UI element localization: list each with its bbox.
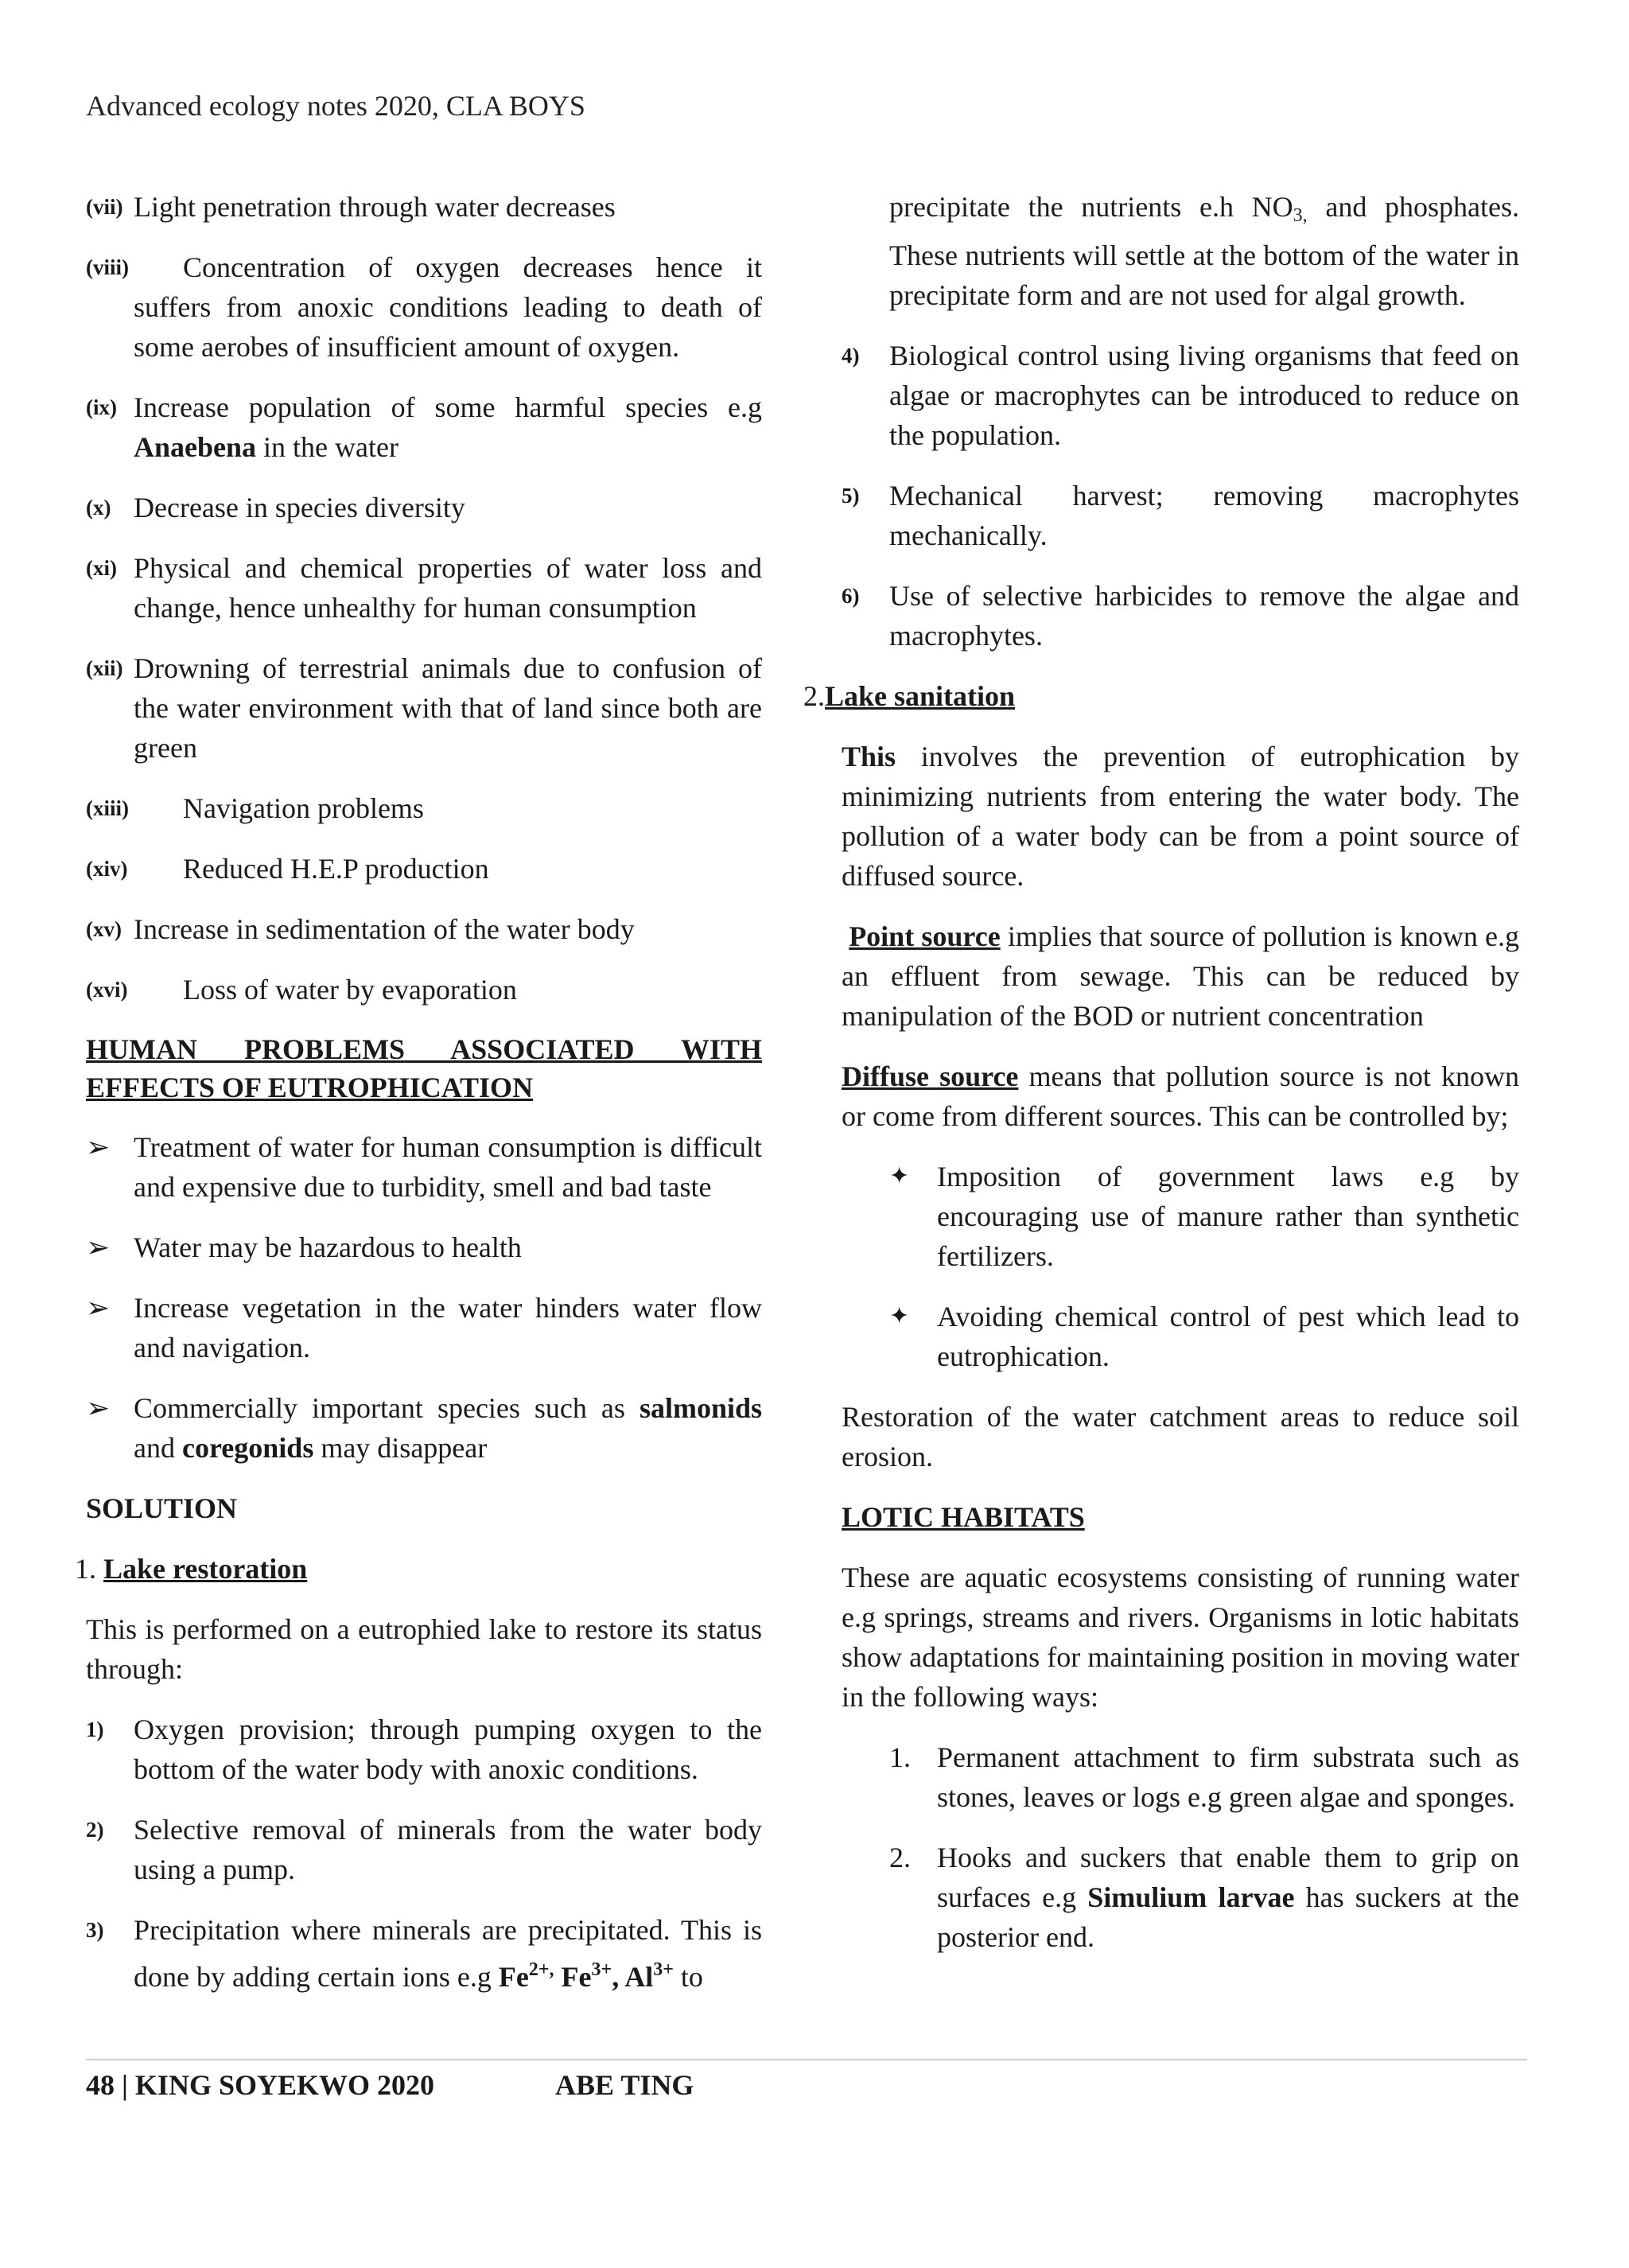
- arrow-bullet-icon: ➢: [86, 1231, 111, 1263]
- step-text: [134, 1910, 762, 1997]
- human-problem-text: Water may be hazardous to health: [134, 1231, 522, 1263]
- effect-item-ix: [86, 387, 762, 467]
- text-part: implies that source of pollution is known e.g an effluent from sewage. This can be reduced by manipulation of the BOD or nutrient concentration: [842, 920, 1520, 1032]
- arrow-bullet-icon: ➢: [86, 1392, 111, 1424]
- effect-text: Concentration of oxygen decreases hence it suffers from anoxic conditions leading to death of some aerobes of insufficient amount of oxygen.: [134, 251, 762, 363]
- ion-formula: Fe: [561, 1961, 592, 1993]
- left-column: [75, 187, 762, 2017]
- effect-text: Drowning of terrestrial animals due to confusion of the water environment with that of land since both are green: [134, 652, 762, 764]
- step-marker: 2): [86, 1818, 104, 1842]
- effect-item-xii: [86, 648, 762, 768]
- lotic-intro: These are aquatic ecosystems consisting of running water e.g springs, streams and rivers. Organisms in lotic habitats show adaptations for maintaining position in moving water in the following ways:: [842, 1562, 1519, 1713]
- ion-charge: 3+: [653, 1959, 674, 1980]
- step-marker: 1): [86, 1718, 104, 1741]
- star-bullet-icon: ✦: [889, 1303, 910, 1329]
- effect-marker: (xi): [86, 556, 117, 580]
- arrow-bullet-icon: ➢: [86, 1292, 111, 1324]
- right-column: [803, 187, 1519, 1978]
- species-name: salmonids: [639, 1392, 762, 1424]
- effect-text: Navigation problems: [183, 792, 424, 824]
- section-title: Lake restoration: [103, 1553, 308, 1585]
- diffuse-control-item: [889, 1157, 1519, 1276]
- ion-formula: Fe: [498, 1961, 529, 1993]
- text-part: has suckers at the posterior end.: [937, 1881, 1519, 1953]
- step-marker: 5): [842, 484, 860, 508]
- effect-marker: (xvi): [86, 978, 128, 1002]
- footer-page-info: 48 | KING SOYEKWO 2020: [86, 2069, 434, 2101]
- footer-divider: [86, 2059, 1527, 2060]
- sanitation-paragraph: [842, 737, 1519, 896]
- effect-item-xv: [86, 909, 762, 949]
- restoration-step: [842, 336, 1519, 455]
- ion-formula: , Al: [612, 1961, 654, 1993]
- effect-marker: (xv): [86, 917, 122, 941]
- effect-item-xiv: [86, 849, 762, 889]
- species-name: Simulium larvae: [1087, 1881, 1295, 1913]
- lotic-habitats-heading: LOTIC HABITATS: [842, 1501, 1085, 1533]
- effect-marker: (ix): [86, 395, 117, 419]
- diffuse-control-item: [889, 1297, 1519, 1376]
- restoration-step: [86, 1710, 762, 1789]
- step-text: Selective removal of minerals from the water body using a pump.: [134, 1814, 762, 1885]
- lake-restoration-heading: [75, 1549, 762, 1589]
- ion-charge: 2+,: [528, 1959, 554, 1980]
- species-name: Anaebena: [134, 431, 257, 463]
- effect-text-part: Increase population of some harmful species e.g: [134, 391, 762, 423]
- effect-marker: (xiii): [86, 796, 129, 820]
- effect-marker: (x): [86, 496, 111, 519]
- human-problem-text: Increase vegetation in the water hinders water flow and navigation.: [134, 1292, 762, 1364]
- human-problems-heading: HUMAN PROBLEMS ASSOCIATED WITH EFFECTS OF EUTROPHICATION: [86, 1033, 762, 1103]
- adaptation-marker: 1.: [889, 1741, 911, 1773]
- effect-item-viii: [86, 247, 762, 367]
- ion-charge: 3+: [591, 1959, 612, 1980]
- effect-marker: (vii): [86, 195, 123, 219]
- page-header: Advanced ecology notes 2020, CLA BOYS: [86, 90, 585, 122]
- diffuse-source-paragraph: [842, 1056, 1519, 1136]
- step-marker: 6): [842, 584, 860, 608]
- text-part: and phosphates. These nutrients will settle at the bottom of the water in precipitate form and are not used for algal growth.: [889, 191, 1519, 311]
- lake-sanitation-heading: [803, 676, 1519, 716]
- solution-heading: SOLUTION: [86, 1492, 238, 1524]
- species-name: coregonids: [181, 1432, 314, 1464]
- restoration-intro: This is performed on a eutrophied lake to restore its status through:: [86, 1613, 762, 1685]
- star-bullet-icon: ✦: [889, 1163, 910, 1189]
- human-problem-item: [86, 1127, 762, 1207]
- text-bold: This: [842, 741, 896, 772]
- step-text: Oxygen provision; through pumping oxygen to the bottom of the water body with anoxic conditions.: [134, 1714, 762, 1785]
- effect-item-xi: [86, 548, 762, 628]
- text-part: involves the prevention of eutrophication by minimizing nutrients from entering the water body. The pollution of a water body can be from a point source of diffused source.: [842, 741, 1519, 892]
- footer-author: ABE TING: [555, 2069, 694, 2101]
- text-part: Hooks and suckers that enable them to grip on surfaces e.g: [937, 1842, 1519, 1913]
- control-text: Imposition of government laws e.g by encouraging use of manure rather than synthetic fertilizers.: [937, 1161, 1519, 1272]
- text-part: to: [673, 1961, 703, 1993]
- term-label: Diffuse source: [842, 1060, 1019, 1092]
- restoration-step: [86, 1810, 762, 1889]
- arrow-bullet-icon: ➢: [86, 1131, 111, 1163]
- point-source-paragraph: [842, 916, 1519, 1036]
- adaptation-marker: 2.: [889, 1842, 911, 1873]
- restoration-step: [842, 476, 1519, 555]
- precipitation-continuation: [889, 187, 1519, 315]
- human-problem-item: [86, 1388, 762, 1468]
- effect-text: Light penetration through water decreases: [134, 191, 616, 223]
- effect-text: Decrease in species diversity: [134, 492, 465, 523]
- effect-text: Increase in sedimentation of the water body: [134, 913, 635, 945]
- section-number: 2.: [803, 680, 825, 712]
- step-text: Mechanical harvest; removing macrophytes mechanically.: [889, 480, 1519, 551]
- effect-text: Physical and chemical properties of water loss and change, hence unhealthy for human consumption: [134, 552, 762, 624]
- effect-item-xvi: [86, 970, 762, 1010]
- lotic-adaptation-item: [889, 1838, 1519, 1957]
- effect-marker: (viii): [86, 255, 129, 279]
- human-problem-item: [86, 1227, 762, 1267]
- effect-item-xiii: [86, 788, 762, 828]
- text-part: may disappear: [313, 1432, 488, 1464]
- adaptation-text: Permanent attachment to firm substrata such as stones, leaves or logs e.g green algae and sponges.: [937, 1741, 1519, 1813]
- section-title: Lake sanitation: [825, 680, 1016, 712]
- restoration-step: [86, 1910, 762, 1997]
- step-text: Use of selective harbicides to remove the algae and macrophytes.: [889, 580, 1519, 652]
- section-number: 1.: [75, 1553, 96, 1585]
- effect-item-x: [86, 488, 762, 527]
- lotic-adaptation-item: [889, 1737, 1519, 1817]
- effect-text: Reduced H.E.P production: [183, 853, 489, 885]
- human-problem-text: [134, 1388, 762, 1468]
- formula-subscript: 3,: [1293, 205, 1308, 226]
- effect-text-part: in the water: [256, 431, 399, 463]
- catchment-restoration: Restoration of the water catchment areas to reduce soil erosion.: [842, 1401, 1519, 1472]
- step-marker: 3): [86, 1918, 104, 1942]
- adaptation-text: [937, 1838, 1519, 1957]
- term-label: Point source: [849, 920, 1001, 952]
- restoration-step: [842, 576, 1519, 656]
- text-part: precipitate the nutrients e.h NO: [889, 191, 1293, 223]
- effect-marker: (xii): [86, 656, 123, 680]
- text-part: Commercially important species such as: [134, 1392, 640, 1424]
- text-part: means that pollution source is not known or come from different sources. This can be controlled by;: [842, 1060, 1519, 1132]
- control-text: Avoiding chemical control of pest which lead to eutrophication.: [937, 1301, 1519, 1372]
- text-part: Precipitation where minerals are precipitated. This is done by adding certain ions e.g: [134, 1914, 762, 1993]
- effect-marker: (xiv): [86, 857, 128, 881]
- step-text: Biological control using living organisms that feed on algae or macrophytes can be introduced to reduce on the population.: [889, 340, 1519, 451]
- effect-text: [134, 387, 762, 467]
- step-marker: 4): [842, 344, 860, 368]
- text-part: and: [134, 1432, 182, 1464]
- effect-text: Loss of water by evaporation: [183, 974, 517, 1006]
- human-problem-text: Treatment of water for human consumption is difficult and expensive due to turbidity, smell and bad taste: [134, 1131, 762, 1203]
- human-problem-item: [86, 1288, 762, 1367]
- effect-item-vii: [86, 187, 762, 227]
